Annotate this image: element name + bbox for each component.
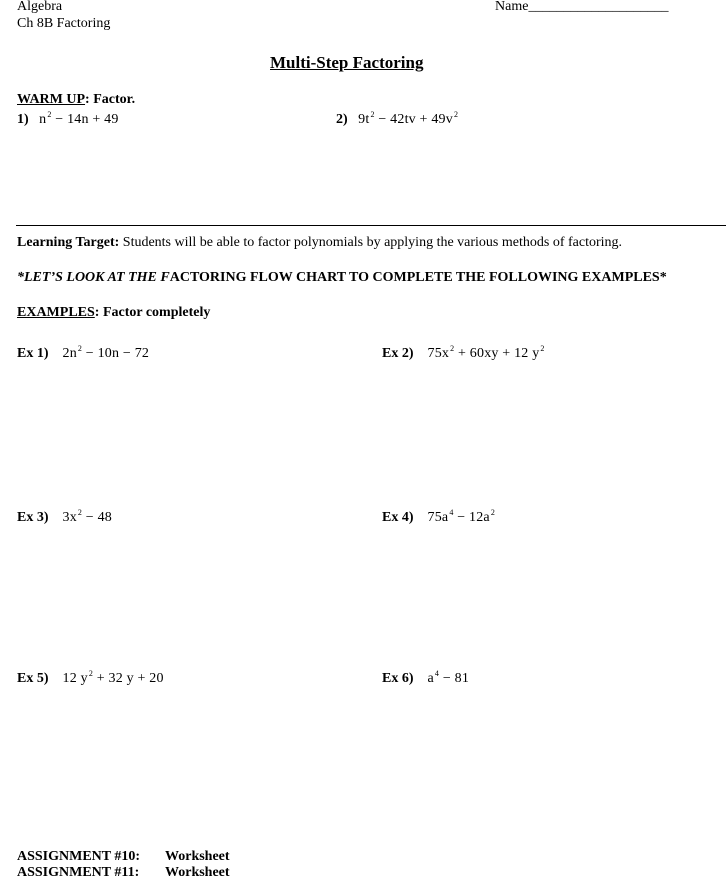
example-5 bbox=[17, 669, 164, 686]
example-label: Ex 5) bbox=[17, 671, 49, 686]
example-4 bbox=[382, 508, 496, 525]
example-label: Ex 1) bbox=[17, 346, 49, 361]
expression: 12 $y^2 + 32$ y + 20 bbox=[62, 669, 164, 686]
assignment-value: Worksheet bbox=[165, 849, 230, 864]
assignment-10 bbox=[17, 850, 230, 864]
expression: $n^2 - 14n + 49$ bbox=[39, 110, 119, 127]
flowchart-note bbox=[17, 271, 667, 285]
warmup-problem-2 bbox=[336, 110, 459, 127]
assignment-value: Worksheet bbox=[165, 865, 230, 880]
name-field bbox=[495, 0, 668, 14]
flowchart-note-text: ACTORING FLOW CHART TO COMPLETE THE FOLLOWING EXAMPLES* bbox=[169, 270, 667, 285]
expression: $9t^2 - 42tv + 49v^2$ bbox=[358, 110, 459, 127]
assignment-11 bbox=[17, 866, 230, 880]
warmup-heading bbox=[17, 93, 135, 107]
name-blank: ____________________ bbox=[528, 0, 669, 14]
flowchart-note-italic: *LET’S LOOK AT THE F bbox=[17, 270, 170, 285]
problem-number: 2) bbox=[336, 112, 348, 127]
example-1 bbox=[17, 344, 150, 361]
learning-target-label: Learning Target: bbox=[17, 235, 120, 250]
expression: $3x^2 - 48$ bbox=[62, 508, 113, 525]
example-3 bbox=[17, 508, 113, 525]
example-label: Ex 6) bbox=[382, 671, 414, 686]
assignment-label: ASSIGNMENT #11: bbox=[17, 865, 140, 880]
warmup-label: WARM UP bbox=[17, 92, 86, 107]
name-label: Name bbox=[495, 0, 529, 14]
learning-target-text: Students will be able to factor polynomials by applying the various methods of factoring. bbox=[119, 235, 623, 250]
example-6 bbox=[382, 669, 470, 686]
example-2 bbox=[382, 344, 545, 361]
expression: $75x^2 + 60xy + 12$ $y^2$ bbox=[427, 344, 545, 361]
course-name: Algebra bbox=[17, 0, 63, 14]
example-label: Ex 3) bbox=[17, 510, 49, 525]
expression: $75a^4 - 12a^2$ bbox=[427, 508, 496, 525]
warmup-instruction: : Factor. bbox=[85, 92, 136, 107]
section-divider bbox=[16, 225, 726, 226]
page-title: Multi-Step Factoring bbox=[270, 53, 424, 72]
expression: $2n^2 - 10n - 72$ bbox=[62, 344, 150, 361]
example-label: Ex 4) bbox=[382, 510, 414, 525]
expression: $a^4 - 81$ bbox=[427, 669, 470, 686]
warmup-problem-1 bbox=[17, 110, 119, 127]
examples-label: EXAMPLES bbox=[17, 305, 95, 320]
example-label: Ex 2) bbox=[382, 346, 414, 361]
assignment-label: ASSIGNMENT #10: bbox=[17, 849, 141, 864]
problem-number: 1) bbox=[17, 112, 29, 127]
learning-target bbox=[17, 236, 622, 250]
examples-heading bbox=[17, 306, 210, 320]
examples-instruction: : Factor completely bbox=[94, 305, 211, 320]
chapter-name: Ch 8B Factoring bbox=[17, 16, 111, 31]
